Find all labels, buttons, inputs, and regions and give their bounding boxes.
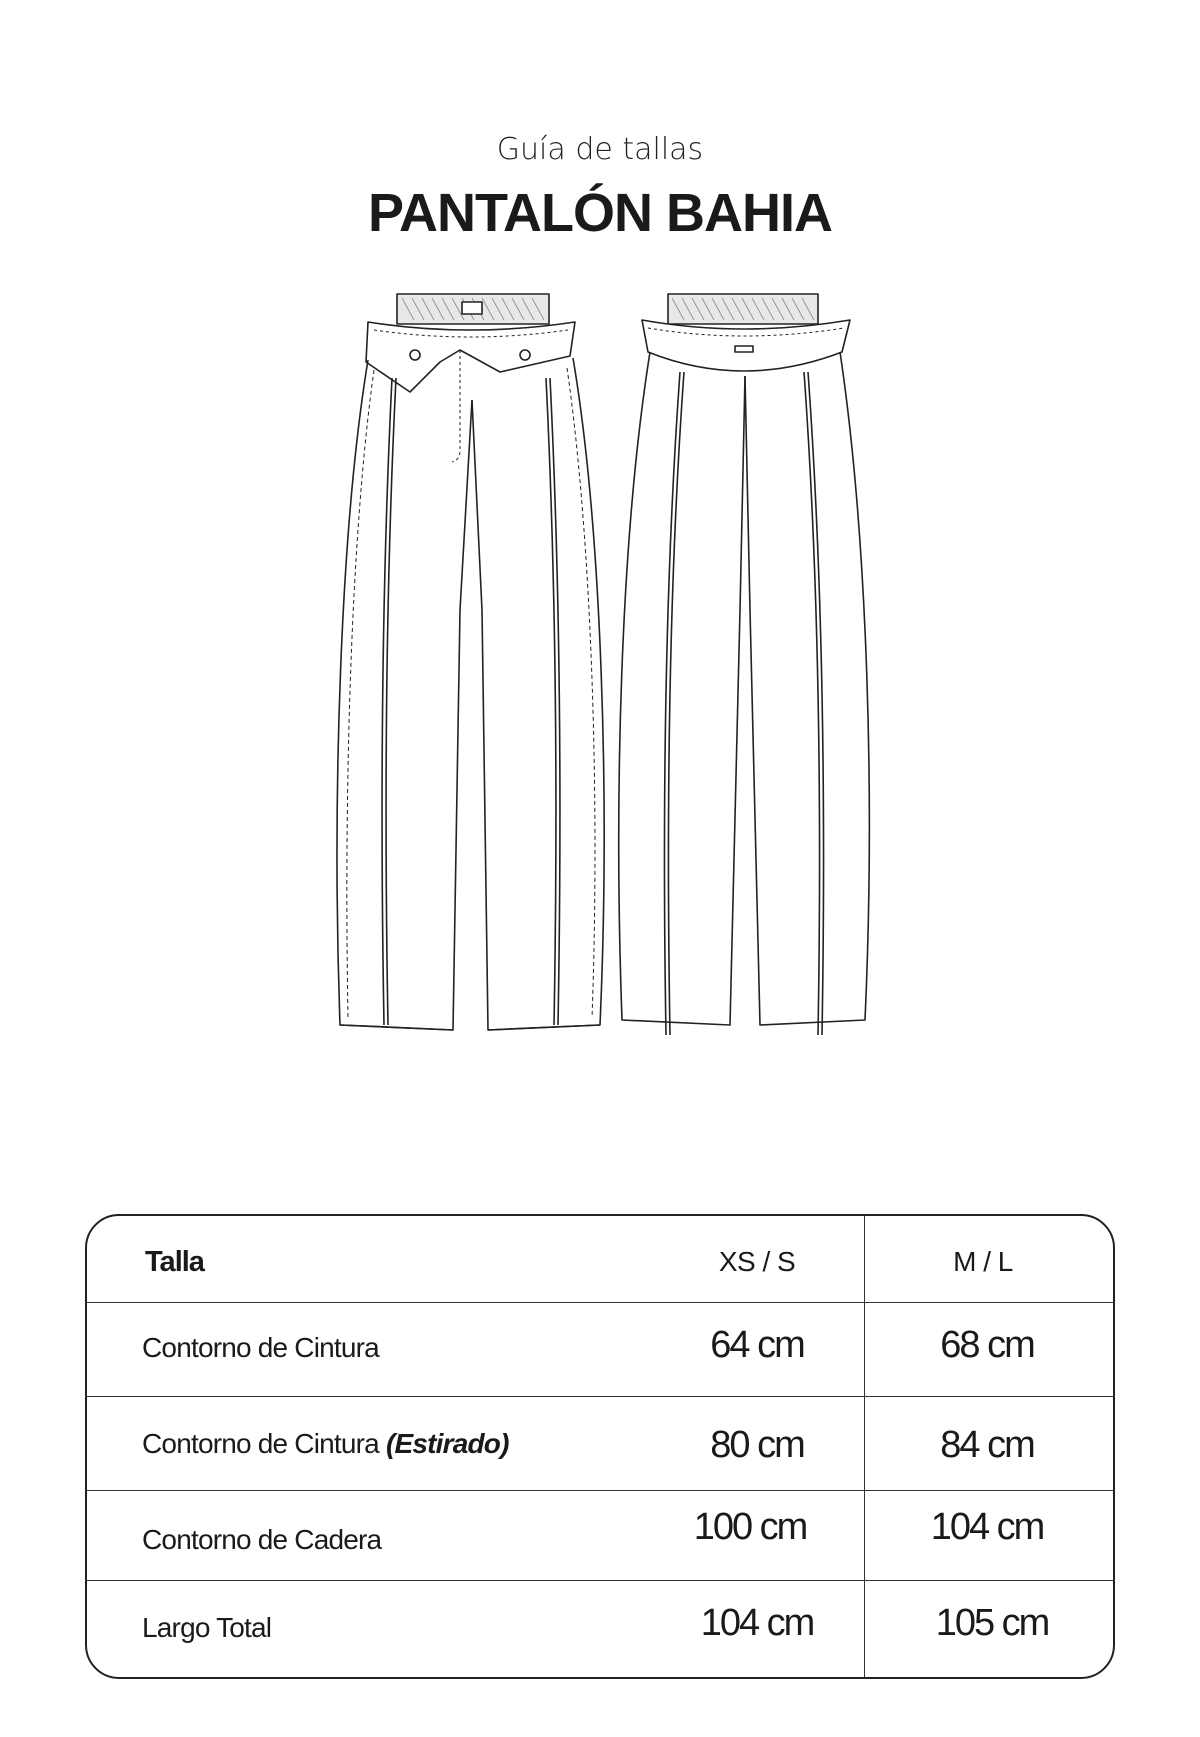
value-xs-s: 104 cm [700,1602,814,1644]
table-row [87,1580,1113,1677]
value-xs-s: 80 cm [710,1424,804,1466]
page-subtitle: Guía de tallas [496,132,704,167]
value-xs-s: 100 cm [693,1506,807,1548]
value-m-l: 84 cm [940,1424,1034,1466]
table-row [87,1490,1113,1581]
table-row [87,1396,1113,1491]
size-header-xs-s: XS / S [718,1246,796,1277]
value-m-l: 104 cm [930,1506,1044,1548]
row-label: Largo Total [142,1612,272,1643]
row-label: Contorno de Cintura (Estirado) [142,1428,509,1459]
size-header-m-l: M / L [953,1246,1013,1277]
value-xs-s: 64 cm [710,1324,804,1366]
value-m-l: 68 cm [940,1324,1034,1366]
table-header-row [87,1216,1113,1303]
row-label: Contorno de Cintura [142,1332,379,1363]
table-row [87,1302,1113,1397]
value-m-l: 105 cm [935,1602,1049,1644]
garment-technical-drawing [320,280,880,1060]
back-view [619,294,870,1035]
row-label: Contorno de Cadera [142,1524,382,1555]
size-table [85,1214,1115,1679]
page-title: PANTALÓN BAHIA [368,183,832,243]
front-view [337,294,604,1030]
header-label: Talla [145,1246,204,1278]
